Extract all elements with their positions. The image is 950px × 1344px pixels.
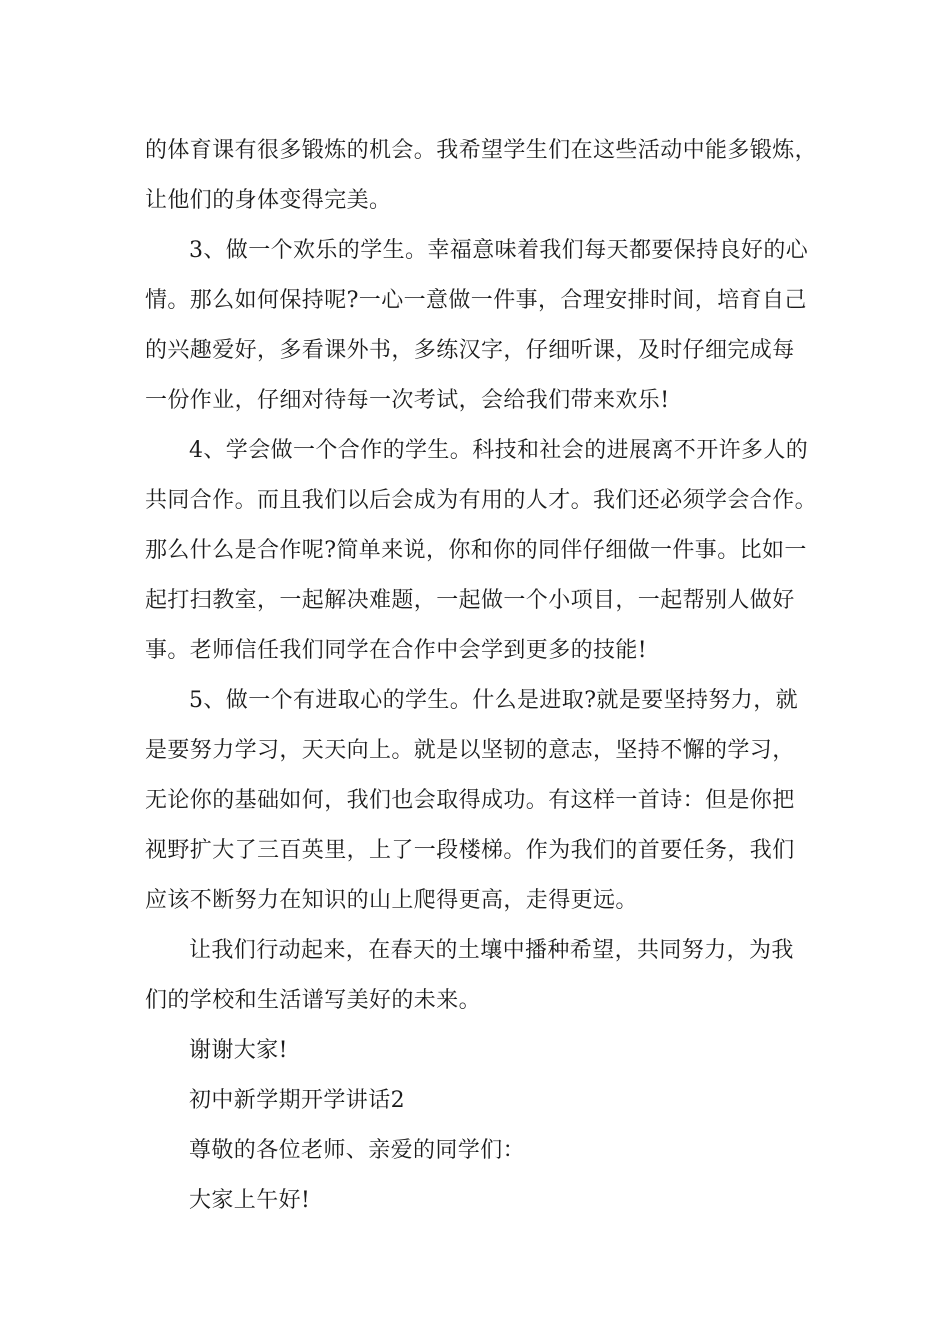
text-line: 让他们的身体变得完美。 xyxy=(145,188,392,213)
text-line: 谢谢大家! xyxy=(189,1038,288,1063)
text-line: 一份作业，仔细对待每一次考试，会给我们带来欢乐! xyxy=(145,388,670,413)
text-line: 初中新学期开学讲话2 xyxy=(189,1088,405,1113)
text-line: 起打扫教室，一起解决难题，一起做一个小项目，一起帮别人做好 xyxy=(145,588,795,613)
text-line: 4、学会做一个合作的学生。科技和社会的进展离不开许多人的 xyxy=(189,438,809,463)
text-line: 尊敬的各位老师、亲爱的同学们： xyxy=(189,1138,526,1163)
text-line: 情。那么如何保持呢?一心一意做一件事，合理安排时间，培育自己 xyxy=(145,288,807,313)
text-line: 的体育课有很多锻炼的机会。我希望学生们在这些活动中能多锻炼， xyxy=(145,138,818,163)
text-line: 5、做一个有进取心的学生。什么是进取?就是要坚持努力，就 xyxy=(189,688,798,713)
text-line: 共同合作。而且我们以后会成为有用的人才。我们还必须学会合作。 xyxy=(145,488,818,513)
body-text xyxy=(145,126,820,1226)
text-line: 们的学校和生活谱写美好的未来。 xyxy=(145,988,482,1013)
text-line: 大家上午好! xyxy=(189,1188,311,1213)
text-line: 的兴趣爱好，多看课外书，多练汉字，仔细听课，及时仔细完成每 xyxy=(145,338,795,363)
text-line: 应该不断努力在知识的山上爬得更高，走得更远。 xyxy=(145,888,638,913)
text-line: 让我们行动起来，在春天的土壤中播种希望，共同努力，为我 xyxy=(189,938,794,963)
text-line: 是要努力学习，天天向上。就是以坚韧的意志，坚持不懈的学习， xyxy=(145,738,795,763)
text-line: 无论你的基础如何，我们也会取得成功。有这样一首诗：但是你把 xyxy=(145,788,795,813)
text-line: 事。老师信任我们同学在合作中会学到更多的技能! xyxy=(145,638,648,663)
text-line: 那么什么是合作呢?简单来说，你和你的同伴仔细做一件事。比如一 xyxy=(145,538,807,563)
text-line: 3、做一个欢乐的学生。幸福意味着我们每天都要保持良好的心 xyxy=(189,238,809,263)
text-line: 视野扩大了三百英里，上了一段楼梯。作为我们的首要任务，我们 xyxy=(145,838,795,863)
